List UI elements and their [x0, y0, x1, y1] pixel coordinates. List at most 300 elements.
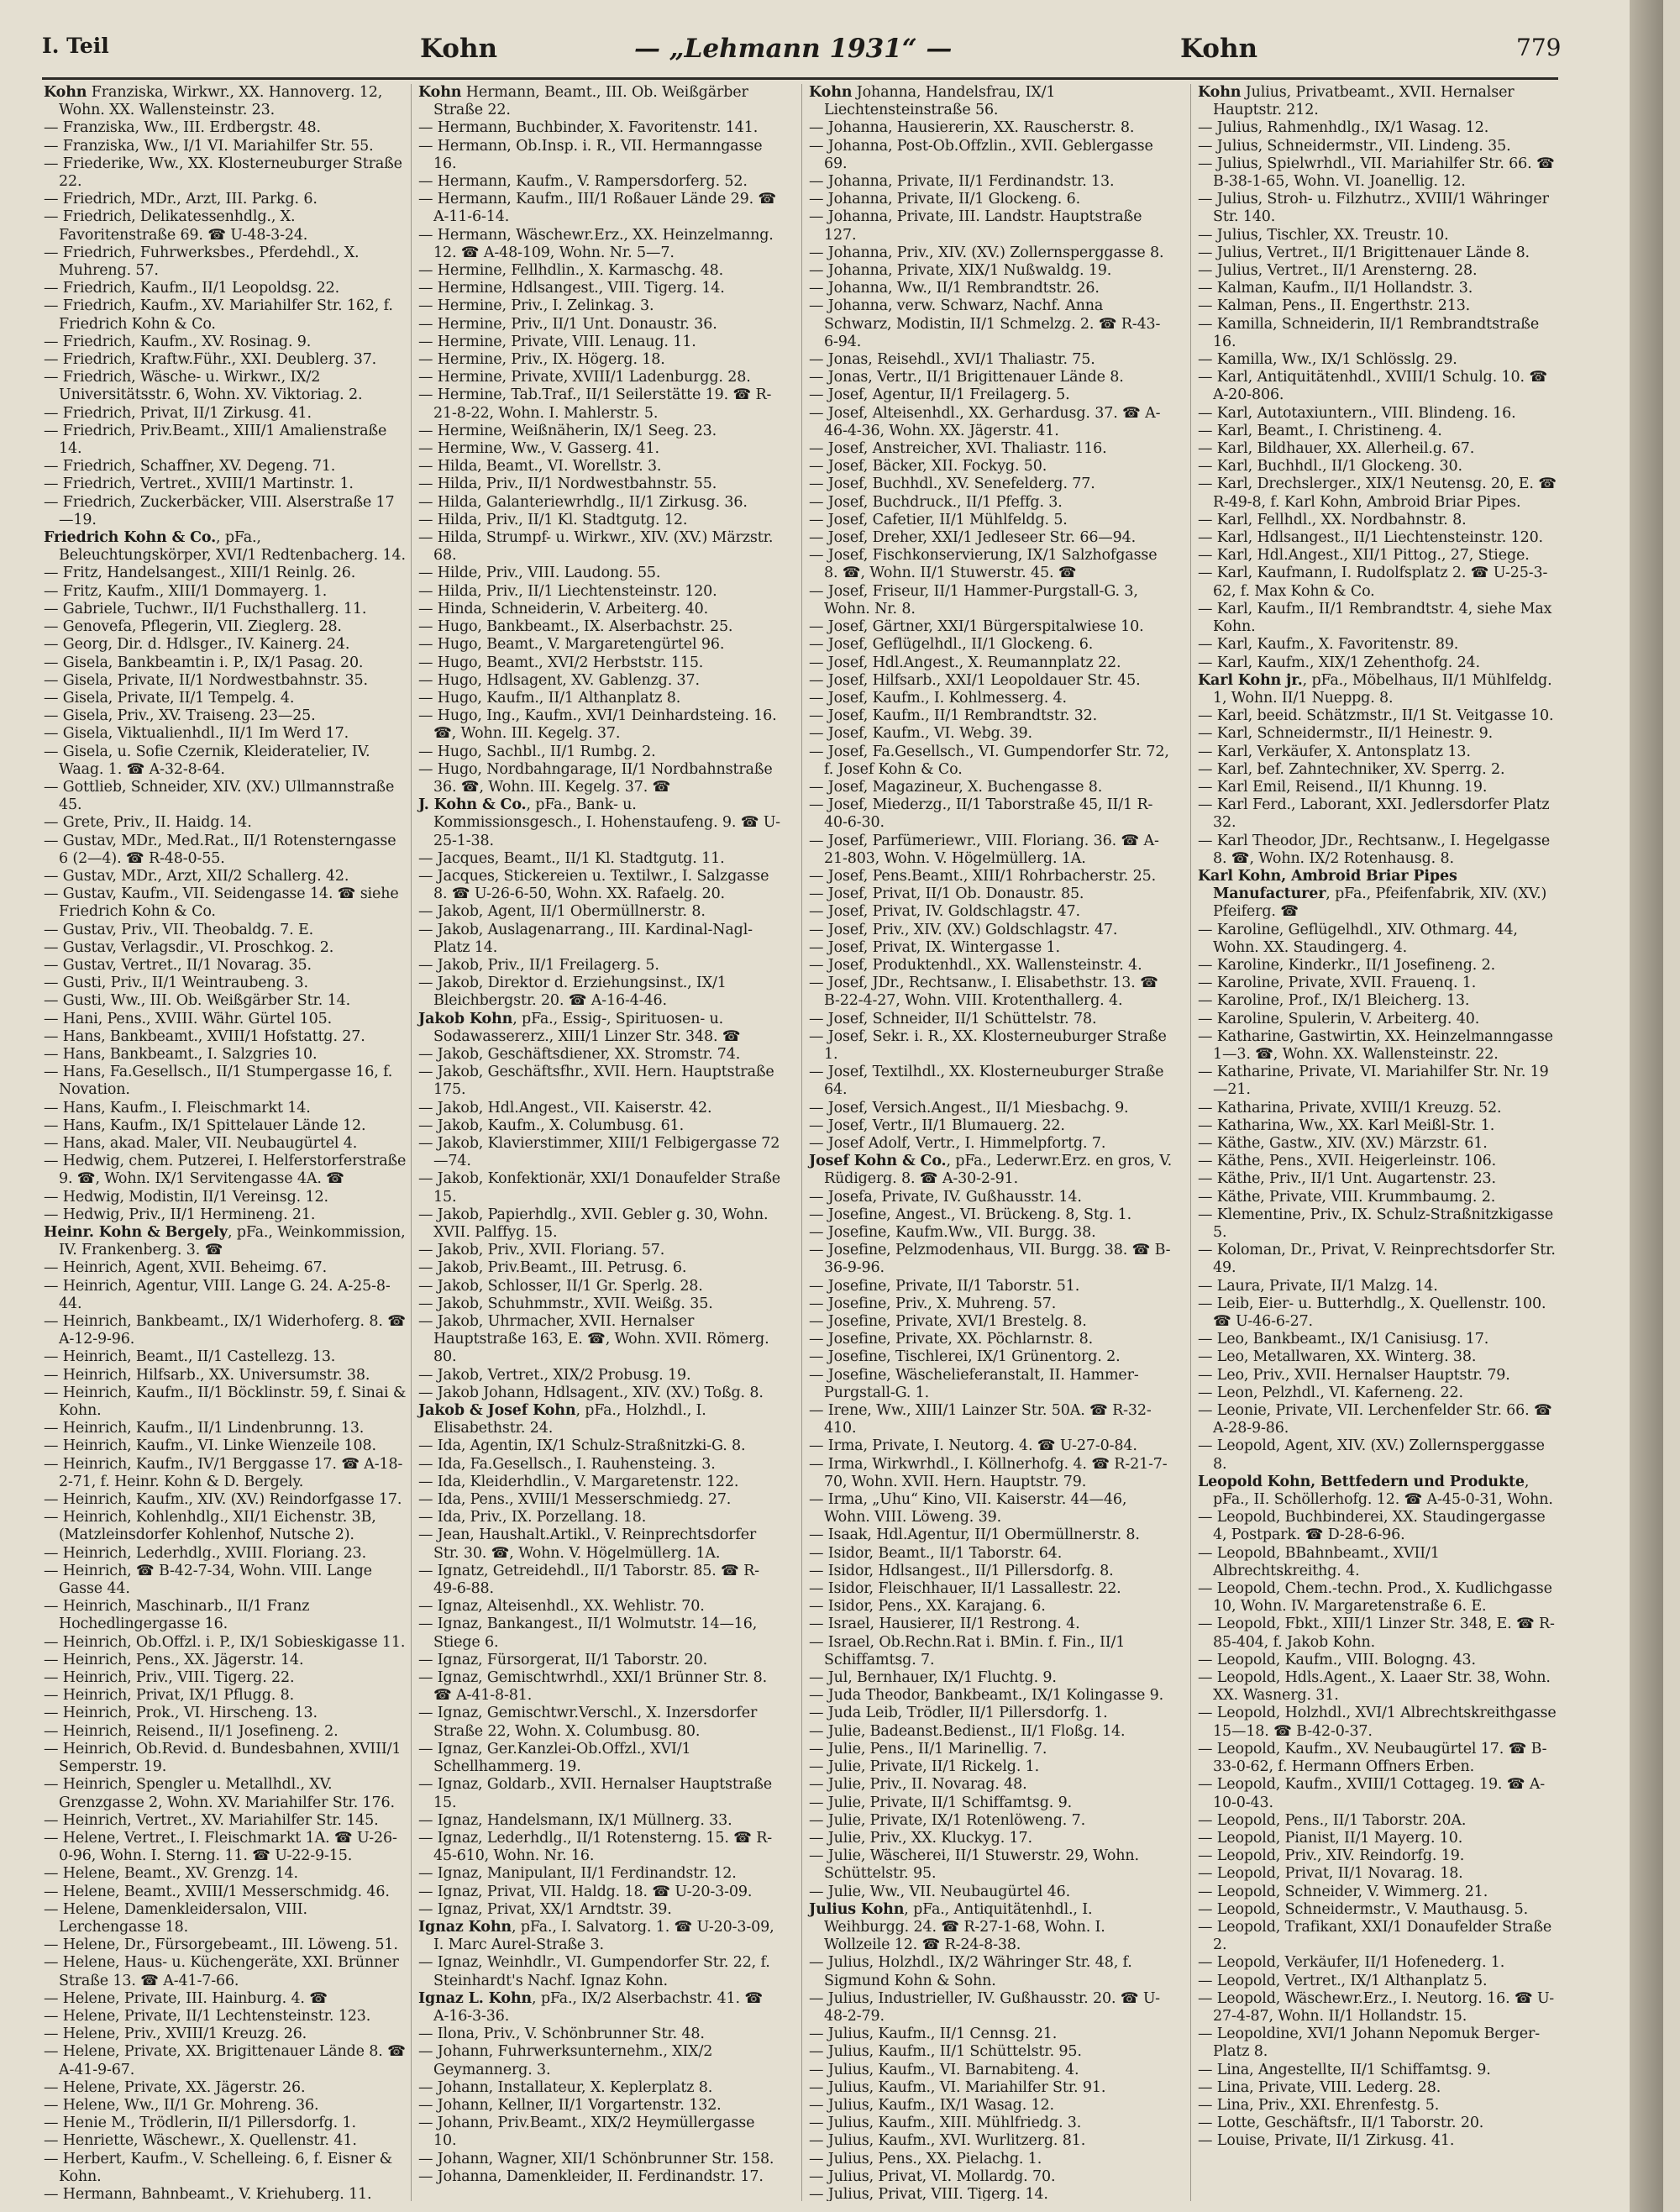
directory-entry: [44, 1367, 407, 1384]
entry-text: — Hans, Kaufm., I. Fleischmarkt 14.: [44, 1099, 311, 1117]
directory-entry: [809, 1295, 1172, 1313]
directory-entry: [418, 1402, 781, 1437]
entry-text: — Gustav, Kaufm., VII. Seidengasse 14. ☎ siehe Friedrich Kohn & Co.: [44, 885, 399, 921]
entry-text: — Hermann, Bahnbeamt., V. Kriehuberg. 11.: [44, 2185, 372, 2201]
directory-entry: [809, 1313, 1172, 1331]
entry-text: — Johanna, Private, II/1 Ferdinandstr. 13.: [809, 173, 1115, 191]
entry-text: — Hermann, Wäschewr.Erz., XX. Heinzelmanng. 12. ☎ A-48-109, Wohn. Nr. 5—7.: [418, 226, 774, 261]
directory-entry: [809, 2079, 1172, 2097]
directory-entry: [44, 707, 407, 725]
entry-text: — Karl, Bildhauer, XX. Allerheil.g. 67.: [1198, 440, 1475, 458]
directory-entry: [1198, 868, 1561, 922]
entry-text: — Heinrich, Beamt., II/1 Castellezg. 13.: [44, 1348, 336, 1366]
entry-text: — Josef, Kaufm., I. Kohlmesserg. 4.: [809, 689, 1067, 707]
entry-text: , pFa., Antiquitätenhdl., I. Weihburgg. 24. ☎ R-27-1-68, Wohn. I. Wollzeile 12. ☎ R-24-8-38.: [824, 1900, 1105, 1954]
directory-entry: [809, 1331, 1172, 1348]
directory-entry: [44, 1901, 407, 1936]
entry-text: Julius, Privatbeamt., XVII. Hernalser Hauptstr. 212.: [1213, 84, 1515, 119]
entry-text: — Helene, Priv., XVIII/1 Kreuzg. 26.: [44, 2025, 307, 2043]
directory-entry: [44, 494, 407, 529]
entry-text: — Johann, Wagner, XII/1 Schönbrunner Str. 158.: [418, 2150, 774, 2167]
directory-entry: [418, 458, 781, 476]
directory-entry: [1198, 1545, 1561, 1580]
directory-entry: [1198, 1865, 1561, 1883]
entry-text: — Hilda, Priv., II/1 Nordwestbahnstr. 55.: [418, 476, 717, 493]
header-name-right: Kohn: [1180, 34, 1258, 64]
directory-entry: [809, 939, 1172, 957]
directory-entry: [418, 494, 781, 512]
entry-text: — Karl Ferd., Laborant, XXI. Jedlersdorfer Platz 32.: [1198, 796, 1550, 832]
entry-text: — Heinrich, Vertret., XV. Mariahilfer Str. 145.: [44, 1811, 379, 1829]
entry-text: — Johanna, Private, XIX/1 Nußwaldg. 19.: [809, 262, 1112, 280]
entry-text: — Hugo, Kaufm., II/1 Althanplatz 8.: [418, 689, 681, 707]
directory-entry: [1198, 1954, 1561, 1972]
entry-text: — Josefine, Private, XX. Pöchlarnstr. 8.: [809, 1331, 1094, 1348]
entry-text: — Julius, Vertret., II/1 Arensterng. 28.: [1198, 262, 1478, 280]
entry-text: — Friedrich, Kaufm., II/1 Leopoldsg. 22.: [44, 280, 340, 297]
entry-text: — Ignaz, Manipulant, II/1 Ferdinandstr. 12.: [418, 1865, 737, 1883]
directory-entry: [44, 1278, 407, 1313]
entry-text: — Friedrich, Zuckerbäcker, VIII. Alserstraße 17—19.: [44, 493, 395, 528]
entry-text: — Hugo, Beamt., V. Margaretengürtel 96.: [418, 636, 725, 654]
entry-text: — Jakob, Direktor d. Erziehungsinst., IX/1 Bleichbergstr. 20. ☎ A-16-4-46.: [418, 975, 727, 1010]
entry-text: — Ignaz, Alteisenhdl., XX. Wehlistr. 70.: [418, 1598, 705, 1616]
entry-text: — Karoline, Private, XVII. Frauenq. 1.: [1198, 975, 1477, 992]
entry-text: — Julius, Vertret., II/1 Brigittenauer Lände 8.: [1198, 244, 1530, 261]
directory-entry: [809, 1545, 1172, 1563]
directory-entry: [1198, 1295, 1561, 1331]
entry-text: — Friedrich, Vertret., XVIII/1 Martinstr. 1.: [44, 476, 354, 493]
directory-entry: [1198, 1384, 1561, 1402]
entry-text: — Josef, Cafetier, II/1 Mühlfeldg. 5.: [809, 511, 1068, 528]
directory-entry: [418, 386, 781, 422]
entry-text: — Josefine, Angest., VI. Brückeng. 8, Stg. 1.: [809, 1206, 1132, 1223]
directory-entry: [809, 2115, 1172, 2132]
directory-entry: [418, 796, 781, 850]
entry-text: — Franziska, Ww., III. Erdbergstr. 48.: [44, 119, 321, 137]
entry-text: — Josef, Hdl.Angest., X. Reumannplatz 22.: [809, 654, 1121, 671]
entry-text: — Gisela, Private, II/1 Nordwestbahnstr. 35.: [44, 671, 368, 689]
directory-entry: [1198, 992, 1561, 1010]
directory-entry: [809, 1990, 1172, 2025]
directory-entry: [418, 476, 781, 493]
directory-entry: [809, 2097, 1172, 2115]
directory-entry: [44, 725, 407, 743]
directory-entry: [1198, 2115, 1561, 2132]
directory-entry: [1198, 1919, 1561, 1954]
entry-lead: Jakob & Josef Kohn: [418, 1402, 576, 1420]
entry-text: — Josef, Bäcker, XII. Fockyg. 50.: [809, 458, 1047, 476]
entry-text: — Johanna, Ww., II/1 Rembrandtstr. 26.: [809, 280, 1100, 297]
directory-entry: [809, 369, 1172, 386]
directory-entry: [809, 440, 1172, 458]
entry-text: — Juda Leib, Trödler, II/1 Pillersdorfg. 1.: [809, 1705, 1108, 1722]
directory-entry: [44, 1135, 407, 1153]
entry-text: — Hedwig, Priv., II/1 Hermineng. 21.: [44, 1206, 316, 1223]
directory-entry: [418, 297, 781, 315]
entry-text: — Karl, Autotaxiuntern., VIII. Blindeng. 16.: [1198, 404, 1516, 422]
entry-text: — Friedrich, MDr., Arzt, III. Parkg. 6.: [44, 191, 318, 208]
directory-entry: [1198, 1064, 1561, 1099]
entry-text: — Leopold, Wäschewr.Erz., I. Neutorg. 16. ☎ U-27-4-87, Wohn. II/1 Hollandstr. 15.: [1198, 1989, 1555, 2025]
directory-entry: [1198, 280, 1561, 297]
entry-text: — Heinrich, Kaufm., II/1 Böcklinstr. 59, f. Sinai & Kohn.: [44, 1384, 407, 1420]
header-title: — „Lehmann 1931“ —: [634, 34, 953, 64]
entry-text: — Leopold, Chem.-techn. Prod., X. Kudlichgasse 10, Wohn. IV. Margaretenstraße 6. E.: [1198, 1580, 1552, 1616]
directory-entry: [44, 1117, 407, 1135]
entry-text: — Henriette, Wäschewr., X. Quellenstr. 41.: [44, 2132, 357, 2150]
directory-entry: [44, 1652, 407, 1669]
directory-entry: [1198, 2132, 1561, 2150]
entry-text: — Josef, Friseur, II/1 Hammer-Purgstall-G. 3, Wohn. Nr. 8.: [809, 582, 1138, 617]
entry-text: — Kalman, Kaufm., II/1 Hollandstr. 3.: [1198, 280, 1473, 297]
directory-entry: [418, 618, 781, 636]
entry-text: — Jakob, Papierhdlg., XVII. Gebler g. 30, Wohn. XVII. Palffyg. 15.: [418, 1206, 769, 1241]
entry-text: — Heinrich, Ob.Revid. d. Bundesbahnen, XVIII/1 Semperstr. 19.: [44, 1740, 402, 1776]
entry-text: — Lina, Angestellte, II/1 Schiffamtsg. 9.: [1198, 2061, 1491, 2078]
entry-text: — Leib, Eier- u. Butterhdlg., X. Quellenstr. 100. ☎ U-46-6-27.: [1198, 1295, 1546, 1331]
entry-text: — Jakob, Hdl.Angest., VII. Kaiserstr. 42.: [418, 1099, 712, 1117]
entry-text: — Julius, Kaufm., VI. Mariahilfer Str. 91.: [809, 2078, 1106, 2096]
entry-text: — Karl, bef. Zahntechniker, XV. Sperrg. 2.: [1198, 760, 1505, 778]
entry-text: — Leopold, Verkäufer, II/1 Hofenederg. 1.: [1198, 1954, 1505, 1972]
directory-entry: [44, 1598, 407, 1633]
entry-text: — Ignaz, Weinhdlr., VI. Gumpendorfer Str. 22, f. Steinhardt's Nachf. Ignaz Kohn.: [418, 1954, 770, 1989]
entry-text: — Fritz, Handelsangest., XIII/1 Reinlg. 26.: [44, 565, 356, 582]
directory-entry: [809, 1723, 1172, 1741]
directory-entry: [1198, 316, 1561, 351]
directory-entry: [44, 84, 407, 119]
directory-entry: [809, 547, 1172, 582]
directory-entry: [44, 601, 407, 618]
entry-text: — Julius, Industrieller, IV. Gußhausstr. 20. ☎ U-48-2-79.: [809, 1989, 1160, 2025]
directory-entry: [418, 636, 781, 654]
entry-text: — Isidor, Pens., XX. Karajang. 6.: [809, 1598, 1046, 1616]
entry-text: — Isidor, Hdlsangest., II/1 Pillersdorfg. 8.: [809, 1562, 1114, 1579]
entry-text: — Leopold, Buchbinderei, XX. Staudingergasse 4, Postpark. ☎ D-28-6-96.: [1198, 1509, 1546, 1544]
directory-entry: [809, 1954, 1172, 1989]
directory-entry: [418, 922, 781, 957]
entry-text: — Heinrich, Ob.Offzl. i. P., IX/1 Sobieskigasse 11.: [44, 1633, 406, 1651]
entry-lead: Ignaz Kohn: [418, 1918, 512, 1936]
directory-entry: [418, 1776, 781, 1811]
directory-entry: [809, 297, 1172, 351]
entry-text: — Ignaz, Handelsmann, IX/1 Müllnerg. 33.: [418, 1811, 732, 1829]
directory-entry: [418, 512, 781, 529]
entry-text: — Helene, Ww., II/1 Gr. Mohreng. 36.: [44, 2096, 319, 2114]
directory-entry: [44, 1348, 407, 1366]
entry-lead: Karl Kohn, Ambroid Briar Pipes Manufacturer: [1198, 867, 1457, 903]
directory-entry: [809, 583, 1172, 618]
entry-text: — Karoline, Kinderkr., II/1 Josefineng. 2.: [1198, 956, 1496, 974]
header-name-left: Kohn: [420, 34, 498, 64]
entry-text: — Franziska, Ww., I/1 VI. Mariahilfer Str. 55.: [44, 137, 374, 155]
entry-text: — Helene, Dr., Fürsorgebeamt., III. Löweng. 51.: [44, 1936, 398, 1954]
directory-entry: [809, 1847, 1172, 1883]
entry-text: — Gottlieb, Schneider, XIV. (XV.) Ullmannstraße 45.: [44, 778, 395, 814]
directory-entry: [809, 1367, 1172, 1402]
entry-text: — Jakob, Schuhmmstr., XVII. Weißg. 35.: [418, 1295, 713, 1312]
directory-entry: [1198, 1830, 1561, 1847]
entry-text: — Josef, Geflügelhdl., II/1 Glockeng. 6.: [809, 636, 1094, 654]
page-header: [42, 34, 1562, 67]
directory-entry: [44, 1884, 407, 1901]
entry-text: — Irma, Wirkwrhdl., I. Köllnerhofg. 4. ☎ R-21-7-70, Wohn. XVII. Hern. Hauptstr. 79.: [809, 1455, 1168, 1490]
directory-entry: [44, 1189, 407, 1206]
entry-text: — Julie, Priv., XX. Kluckyg. 17.: [809, 1829, 1032, 1847]
directory-entry: [809, 1794, 1172, 1812]
entry-text: — Julie, Wäscherei, II/1 Stuwerstr. 29, Wohn. Schüttelstr. 95.: [809, 1847, 1139, 1883]
directory-entry: [809, 1135, 1172, 1153]
entry-text: — Laura, Private, II/1 Malzg. 14.: [1198, 1277, 1438, 1295]
directory-entry: [1198, 743, 1561, 761]
directory-entry: [809, 868, 1172, 885]
directory-entry: [44, 1491, 407, 1509]
entry-lead: Kohn: [418, 84, 462, 101]
entry-text: — Israel, Hausierer, II/1 Restrong. 4.: [809, 1616, 1080, 1633]
entry-text: — Ida, Fa.Gesellsch., I. Rauhensteing. 3.: [418, 1455, 716, 1473]
entry-text: — Karl, Kaufm., XIX/1 Zehenthofg. 24.: [1198, 654, 1480, 671]
directory-entry: [44, 2151, 407, 2186]
directory-entry: [418, 743, 781, 761]
directory-entry: [418, 529, 781, 565]
entry-text: — Hermine, Hdlsangest., VIII. Tigerg. 14.: [418, 280, 725, 297]
entry-text: Hermann, Beamt., III. Ob. Weißgärber Straße 22.: [433, 84, 748, 119]
directory-entry: [809, 654, 1172, 672]
directory-entry: [1198, 369, 1561, 404]
header-rule: [42, 77, 1558, 80]
directory-entry: [418, 1313, 781, 1367]
directory-entry: [418, 1901, 781, 1919]
entry-text: — Ida, Agentin, IX/1 Schulz-Straßnitzki-G. 8.: [418, 1437, 746, 1455]
entry-text: — Friederike, Ww., XX. Klosterneuburger Straße 22.: [44, 155, 402, 191]
entry-text: — Heinrich, Kaufm., IV/1 Berggasse 17. ☎ A-18-2-71, f. Heinr. Kohn & D. Bergely.: [44, 1455, 403, 1490]
directory-entry: [418, 1295, 781, 1313]
directory-entry: [809, 1705, 1172, 1722]
directory-entry: [44, 369, 407, 404]
directory-entry: [809, 458, 1172, 476]
directory-entry: [809, 1278, 1172, 1295]
entry-text: — Herbert, Kaufm., V. Schelleing. 6, f. Eisner & Kohn.: [44, 2150, 393, 2185]
entry-text: , pFa., Weinkommission, IV. Frankenberg. 3. ☎: [59, 1224, 406, 1259]
directory-entry: [44, 939, 407, 957]
entry-text: — Hugo, Nordbahngarage, II/1 Nordbahnstraße 36. ☎, Wohn. III. Kegelg. 37. ☎: [418, 760, 773, 796]
entry-text: — Johanna, Priv., XIV. (XV.) Zollernsperggasse 8.: [809, 244, 1164, 261]
entry-text: — Johann, Installateur, X. Keplerplatz 8.: [418, 2078, 713, 2096]
entry-text: — Katharina, Ww., XX. Karl Meißl-Str. 1.: [1198, 1117, 1495, 1134]
entry-text: , pFa., Möbelhaus, II/1 Mühlfeldg. 1, Wohn. II/1 Nueppg. 8.: [1213, 671, 1552, 707]
directory-entry: [418, 850, 781, 868]
directory-entry: [809, 975, 1172, 1010]
directory-entry: [1198, 1170, 1561, 1188]
entry-text: — Julius, Kaufm., XVI. Wurlitzerg. 81.: [809, 2132, 1086, 2150]
entry-text: — Heinrich, Prok., VI. Hirscheng. 13.: [44, 1705, 318, 1722]
entry-text: — Heinrich, Agentur, VIII. Lange G. 24. A-25-8-44.: [44, 1277, 391, 1312]
directory-entry: [1198, 1011, 1561, 1028]
entry-text: — Josefine, Kaufm.Ww., VII. Burgg. 38.: [809, 1224, 1096, 1241]
entry-text: — Josef, Hilfsarb., XXI/1 Leopoldauer Str. 45.: [809, 671, 1141, 689]
directory-entry: [809, 1634, 1172, 1669]
directory-entry: [418, 654, 781, 672]
directory-columns: [44, 84, 1556, 2201]
entry-text: — Karl Theodor, JDr., Rechtsanw., I. Hegelgasse 8. ☎, Wohn. IX/2 Rotenhausg. 8.: [1198, 832, 1551, 867]
entry-text: — Heinrich, Kaufm., II/1 Lindenbrunng. 13.: [44, 1420, 365, 1437]
entry-text: — Jonas, Reisehdl., XVI/1 Thaliastr. 75.: [809, 351, 1095, 369]
directory-entry: [1198, 957, 1561, 975]
directory-entry: [809, 1563, 1172, 1580]
directory-entry: [44, 2132, 407, 2150]
entry-text: — Kamilla, Schneiderin, II/1 Rembrandtstraße 16.: [1198, 315, 1540, 350]
entry-text: — Helene, Private, XX. Brigittenauer Lände 8. ☎ A-41-9-67.: [44, 2043, 406, 2078]
entry-text: — Lotte, Geschäftsfr., II/1 Taborstr. 20.: [1198, 2115, 1484, 2132]
entry-text: — Ignaz, Lederhdlg., II/1 Rotensterng. 15. ☎ R-45-610, Wohn. Nr. 16.: [418, 1829, 773, 1865]
directory-entry: [44, 208, 407, 244]
directory-entry: [418, 227, 781, 262]
entry-text: Franziska, Wirkwr., XX. Hannoverg. 12, Wohn. XX. Wallensteinstr. 23.: [59, 84, 383, 119]
directory-entry: [1198, 1474, 1561, 1509]
entry-text: — Karl, Hdl.Angest., XII/1 Pittog., 27, Stiege.: [1198, 547, 1530, 565]
directory-entry: [418, 1011, 781, 1046]
entry-text: — Leo, Bankbeamt., IX/1 Canisiusg. 17.: [1198, 1331, 1489, 1348]
entry-text: — Josef, Schneider, II/1 Schüttelstr. 78.: [809, 1010, 1097, 1027]
entry-text: — Louise, Private, II/1 Zirkusg. 41.: [1198, 2132, 1455, 2150]
entry-text: — Julius, Tischler, XX. Treustr. 10.: [1198, 226, 1449, 244]
entry-text: — Ignaz, Bankangest., II/1 Wolmutstr. 14—16, Stiege 6.: [418, 1616, 758, 1651]
entry-text: — Josefine, Private, XVI/1 Brestelg. 8.: [809, 1313, 1087, 1331]
entry-text: — Hilda, Beamt., VI. Worellstr. 3.: [418, 458, 662, 476]
directory-entry: [809, 1011, 1172, 1028]
entry-text: — Friedrich, Delikatessenhdlg., X. Favoritenstraße 69. ☎ U-48-3-24.: [44, 208, 308, 244]
entry-text: — Ida, Priv., IX. Porzellang. 18.: [418, 1509, 647, 1526]
section-label: I. Teil: [42, 34, 109, 58]
directory-entry: [809, 280, 1172, 297]
directory-entry: [418, 440, 781, 458]
directory-entry: [44, 1634, 407, 1652]
directory-entry: [1198, 1616, 1561, 1651]
entry-text: — Gustav, MDr., Arzt, XII/2 Schallerg. 42.: [44, 867, 349, 885]
directory-entry: [1198, 1652, 1561, 1669]
directory-entry: [418, 957, 781, 975]
directory-entry: [809, 405, 1172, 440]
entry-text: — Israel, Ob.Rechn.Rat i. BMin. f. Fin., II/1 Schiffamtsg. 7.: [809, 1633, 1126, 1668]
column-1: [44, 84, 407, 2201]
directory-entry: [418, 975, 781, 1010]
directory-entry: [1198, 1153, 1561, 1170]
entry-text: , pFa., Bank- u. Kommissionsgesch., I. Hohenstaufeng. 9. ☎ U-25-1-38.: [433, 796, 780, 849]
entry-text: — Karl, beeid. Schätzmstr., II/1 St. Veitgasse 10.: [1198, 707, 1554, 725]
entry-text: — Hinda, Schneiderin, V. Arbeiterg. 40.: [418, 600, 709, 617]
directory-entry: [1198, 2079, 1561, 2097]
entry-text: — Hermine, Priv., I. Zelinkag. 3.: [418, 297, 654, 315]
directory-entry: [44, 1776, 407, 1811]
directory-entry: [1198, 423, 1561, 440]
directory-entry: [809, 1812, 1172, 1830]
entry-text: — Jakob, Klavierstimmer, XIII/1 Felbigergasse 72—74.: [418, 1134, 780, 1170]
directory-entry: [1198, 1580, 1561, 1616]
directory-entry: [809, 2025, 1172, 2043]
directory-entry: [418, 1598, 781, 1616]
directory-entry: [44, 975, 407, 992]
entry-text: — Leopold, Kaufm., VIII. Bologng. 43.: [1198, 1651, 1476, 1668]
directory-entry: [44, 565, 407, 582]
entry-text: — Hans, Bankbeamt., XVIII/1 Hofstattg. 27.: [44, 1027, 365, 1045]
directory-entry: [418, 1830, 781, 1865]
directory-entry: [418, 583, 781, 601]
entry-lead: J. Kohn & Co.: [418, 796, 527, 814]
entry-text: — Leopold, Vertret., IX/1 Althanplatz 5.: [1198, 1972, 1488, 1989]
directory-entry: [44, 1064, 407, 1099]
entry-text: — Fritz, Kaufm., XIII/1 Dommayerg. 1.: [44, 582, 328, 600]
directory-entry: [44, 1456, 407, 1491]
entry-text: — Karl, Verkäufer, X. Antonsplatz 13.: [1198, 743, 1471, 760]
directory-entry: [418, 1884, 781, 1901]
entry-text: — Josef, Agentur, II/1 Freilagerg. 5.: [809, 386, 1070, 404]
entry-text: — Josef Adolf, Vertr., I. Himmelpfortg. 7.: [809, 1134, 1106, 1152]
entry-text: — Leopold, Holzhdl., XVI/1 Albrechtskreithgasse 15—18. ☎ B-42-0-37.: [1198, 1705, 1557, 1740]
directory-entry: [1198, 1705, 1561, 1740]
entry-text: — Josef, Produktenhdl., XX. Wallensteinstr. 4.: [809, 956, 1142, 974]
entry-text: — Hugo, Hdlsagent, XV. Gablenzg. 37.: [418, 671, 700, 689]
directory-entry: [44, 1954, 407, 1989]
directory-entry: [418, 1741, 781, 1776]
entry-text: — Lina, Priv., XXI. Ehrenfestg. 5.: [1198, 2096, 1440, 2114]
entry-text: — Katharine, Private, VI. Mariahilfer Str. Nr. 19—21.: [1198, 1064, 1549, 1099]
directory-entry: [809, 922, 1172, 939]
entry-text: — Karl, Fellhdl., XX. Nordbahnstr. 8.: [1198, 511, 1467, 528]
directory-entry: [418, 690, 781, 707]
entry-text: — Jakob, Uhrmacher, XVII. Hernalser Hauptstraße 163, E. ☎, Wohn. XVII. Römerg. 80.: [418, 1313, 769, 1366]
directory-entry: [44, 1705, 407, 1722]
entry-text: — Hugo, Sachbl., II/1 Rumbg. 2.: [418, 743, 656, 760]
directory-entry: [1198, 725, 1561, 743]
entry-text: — Josef, JDr., Rechtsanw., I. Elisabethstr. 13. ☎ B-22-4-27, Wohn. VIII. Krotenthallerg. 4.: [809, 975, 1158, 1010]
directory-entry: [44, 529, 407, 565]
directory-entry: [44, 1865, 407, 1883]
directory-entry: [809, 191, 1172, 208]
entry-text: — Gustav, Vertret., II/1 Novarag. 35.: [44, 956, 312, 974]
entry-text: — Friedrich, Priv.Beamt., XIII/1 Amalienstraße 14.: [44, 422, 387, 458]
entry-text: — Josefa, Private, IV. Gußhausstr. 14.: [809, 1188, 1082, 1206]
directory-entry: [418, 369, 781, 386]
entry-text: — Hilda, Priv., II/1 Kl. Stadtgutg. 12.: [418, 511, 688, 528]
entry-text: — Genovefa, Pflegerin, VII. Zieglerg. 28.: [44, 618, 342, 636]
directory-entry: [418, 2079, 781, 2097]
directory-entry: [1198, 1669, 1561, 1705]
directory-entry: [809, 1437, 1172, 1455]
entry-text: — Jacques, Stickereien u. Textilwr., I. Salzgasse 8. ☎ U-26-6-50, Wohn. XX. Rafaelg. 20.: [418, 867, 769, 903]
entry-text: — Karoline, Prof., IX/1 Bleicherg. 13.: [1198, 992, 1470, 1010]
entry-text: — Leo, Metallwaren, XX. Winterg. 38.: [1198, 1348, 1477, 1366]
directory-entry: [418, 1046, 781, 1064]
entry-text: — Josef, Magazineur, X. Buchengasse 8.: [809, 778, 1103, 796]
entry-text: — Josef, Pens.Beamt., XIII/1 Rohrbacherstr. 25.: [809, 867, 1156, 885]
directory-entry: [809, 1189, 1172, 1206]
directory-entry: [418, 1919, 781, 1954]
entry-text: — Johann, Priv.Beamt., XIX/2 Heymüllergasse 10.: [418, 2115, 755, 2150]
directory-entry: [809, 2132, 1172, 2150]
directory-entry: [809, 903, 1172, 921]
entry-lead: Friedrich Kohn & Co.: [44, 529, 217, 547]
directory-entry: [1198, 1348, 1561, 1366]
directory-entry: [44, 191, 407, 208]
directory-entry: [809, 1830, 1172, 1847]
directory-entry: [809, 672, 1172, 690]
directory-entry: [44, 405, 407, 423]
entry-text: — Ida, Kleiderhdlin., V. Margaretenstr. 122.: [418, 1473, 739, 1490]
entry-text: — Julie, Private, II/1 Rickelg. 1.: [809, 1758, 1040, 1776]
directory-entry: [44, 280, 407, 297]
directory-entry: [44, 636, 407, 654]
